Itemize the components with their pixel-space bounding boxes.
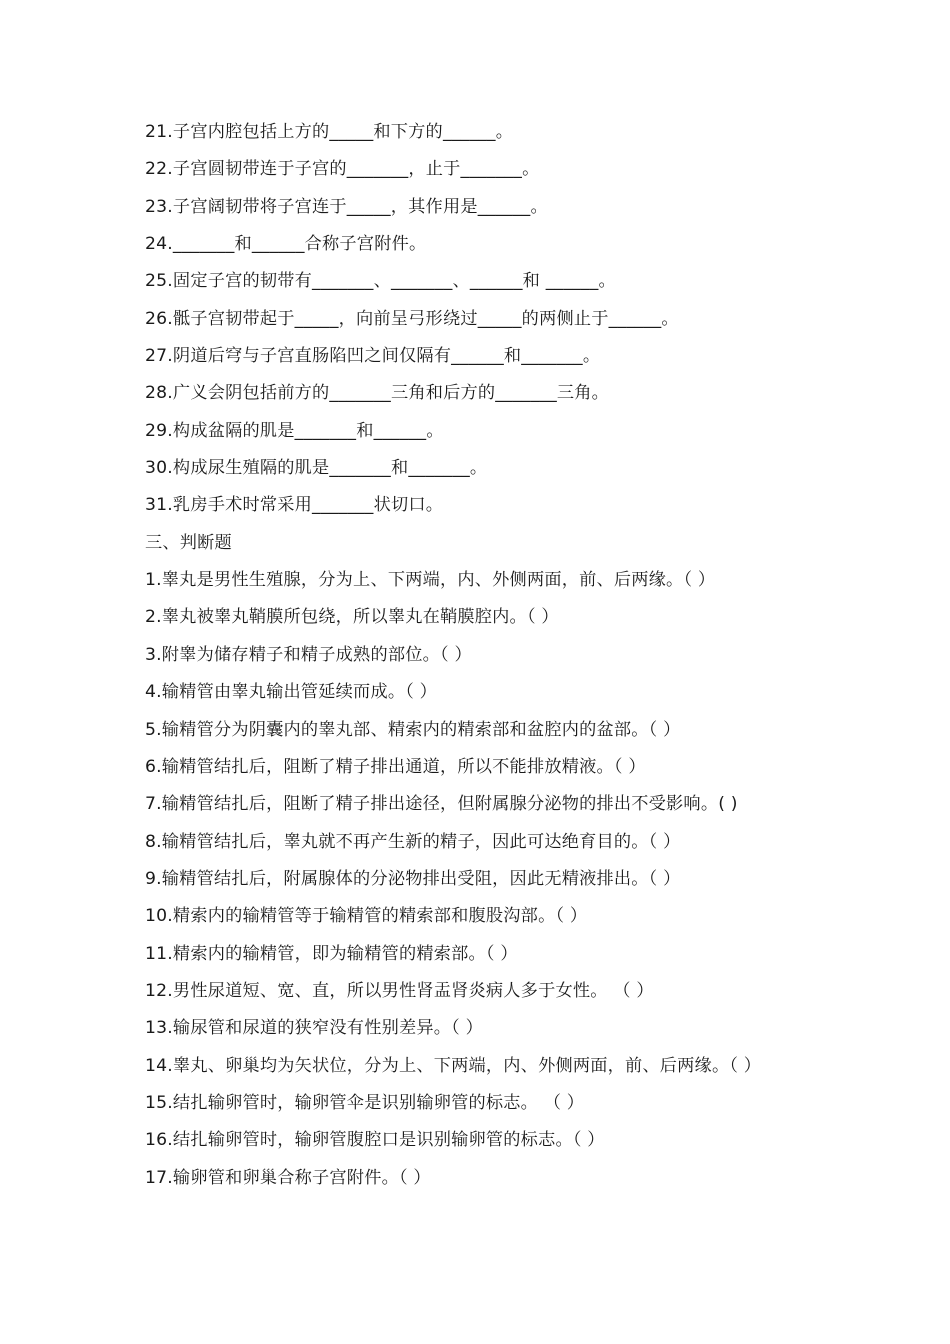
judgment-question: 12.男性尿道短、宽、直，所以男性肾盂肾炎病人多于女性。 （ ） <box>145 980 654 1001</box>
judgment-question: 17.输卵管和卵巢合称子宫附件。（ ） <box>145 1167 431 1188</box>
judgment-question: 13.输尿管和尿道的狭窄没有性别差异。（ ） <box>145 1018 483 1039</box>
judgment-question: 8.输精管结扎后，睾丸就不再产生新的精子，因此可达绝育目的。（ ） <box>145 831 681 852</box>
question-line: 26.骶子宫韧带起于_____，向前呈弓形绕过_____的两侧止于______。 <box>145 308 679 329</box>
judgment-question: 10.精索内的输精管等于输精管的精索部和腹股沟部。（ ） <box>145 906 588 927</box>
question-line: 22.子宫圆韧带连于子宫的_______，止于_______。 <box>145 159 540 180</box>
judgment-question: 11.精索内的输精管，即为输精管的精索部。（ ） <box>145 943 518 964</box>
judgment-question: 14.睾丸、卵巢均为矢状位，分为上、下两端，内、外侧两面，前、后两缘。（ ） <box>145 1055 762 1076</box>
judgment-question: 4.输精管由睾丸输出管延续而成。（ ） <box>145 682 438 703</box>
judgment-question: 7.输精管结扎后，阻断了精子排出途径，但附属腺分泌物的排出不受影响。( ) <box>145 794 738 815</box>
question-line: 21.子宫内腔包括上方的_____和下方的______。 <box>145 122 514 142</box>
question-line: 23.子宫阔韧带将子宫连于_____，其作用是______。 <box>145 196 548 217</box>
judgment-question: 1.睾丸是男性生殖腺，分为上、下两端，内、外侧两面，前、后两缘。（ ） <box>145 570 716 591</box>
judgment-question: 3.附睾为储存精子和精子成熟的部位。（ ） <box>145 644 472 665</box>
question-line: 25.固定子宫的韧带有_______、_______、______和 ______。 <box>145 271 616 292</box>
question-list <box>145 118 761 1201</box>
question-line: 28.广义会阴包括前方的_______三角和后方的_______三角。 <box>145 383 610 404</box>
question-line: 24._______和______合称子宫附件。 <box>145 234 427 255</box>
judgment-question: 6.输精管结扎后，阻断了精子排出通道，所以不能排放精液。（ ） <box>145 756 646 777</box>
question-line: 31.乳房手术时常采用_______状切口。 <box>145 495 444 516</box>
judgment-question: 5.输精管分为阴囊内的睾丸部、精索内的精索部和盆腔内的盆部。（ ） <box>145 719 681 740</box>
judgment-question: 9.输精管结扎后，附属腺体的分泌物排出受阻，因此无精液排出。（ ） <box>145 868 681 889</box>
judgment-question: 15.结扎输卵管时，输卵管伞是识别输卵管的标志。 （ ） <box>145 1092 585 1113</box>
judgment-question: 16.结扎输卵管时，输卵管腹腔口是识别输卵管的标志。（ ） <box>145 1130 605 1151</box>
section-heading: 三、判断题 <box>145 532 232 553</box>
question-line: 27.阴道后穹与子宫直肠陷凹之间仅隔有______和_______。 <box>145 346 601 367</box>
question-line: 29.构成盆隔的肌是_______和______。 <box>145 420 444 441</box>
judgment-question: 2.睾丸被睾丸鞘膜所包绕，所以睾丸在鞘膜腔内。（ ） <box>145 607 559 628</box>
question-line: 30.构成尿生殖隔的肌是_______和_______。 <box>145 458 488 479</box>
